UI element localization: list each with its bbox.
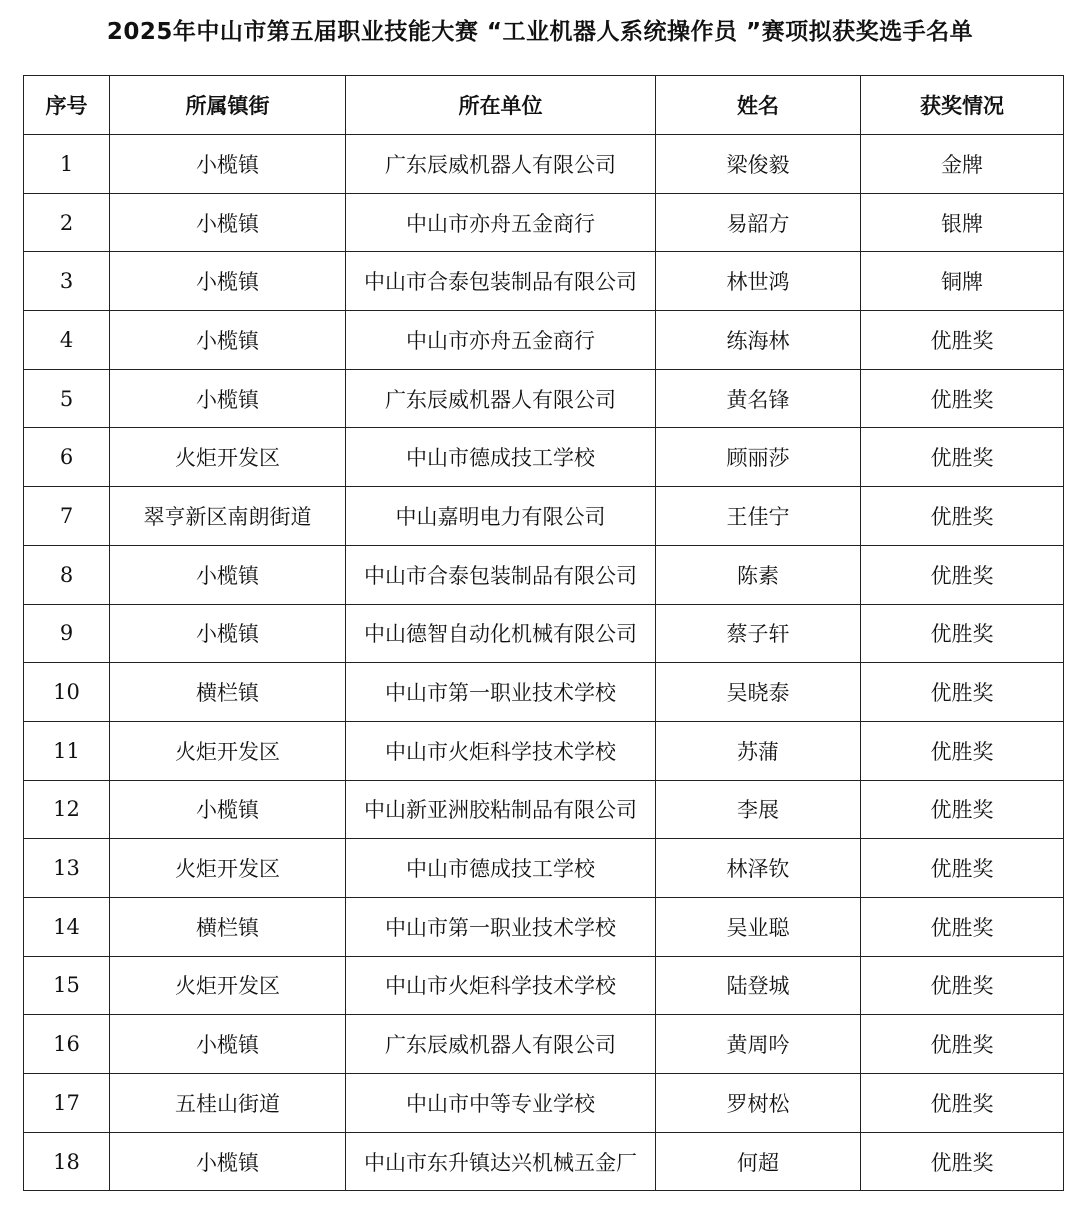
table-row xyxy=(24,252,1064,311)
table-row xyxy=(24,487,1064,546)
award-cell: 优胜奖 xyxy=(861,956,1064,1015)
town-street-cell: 火炬开发区 xyxy=(110,956,346,1015)
table-row xyxy=(24,721,1064,780)
organization-cell: 广东辰威机器人有限公司 xyxy=(346,135,656,194)
award-cell: 金牌 xyxy=(861,135,1064,194)
name-cell: 蔡子轩 xyxy=(656,604,861,663)
organization-cell: 中山市合泰包装制品有限公司 xyxy=(346,545,656,604)
organization-cell: 中山新亚洲胶粘制品有限公司 xyxy=(346,780,656,839)
award-cell: 优胜奖 xyxy=(861,428,1064,487)
name-cell: 林世鸿 xyxy=(656,252,861,311)
serial-number-cell: 3 xyxy=(24,252,110,311)
serial-number-cell: 12 xyxy=(24,780,110,839)
name-cell: 梁俊毅 xyxy=(656,135,861,194)
table-row xyxy=(24,780,1064,839)
town-street-cell: 小榄镇 xyxy=(110,135,346,194)
organization-cell: 中山市德成技工学校 xyxy=(346,428,656,487)
table-body xyxy=(24,135,1064,1191)
name-cell: 顾丽莎 xyxy=(656,428,861,487)
organization-cell: 中山市中等专业学校 xyxy=(346,1074,656,1133)
header-organization: 所在单位 xyxy=(346,76,656,135)
name-cell: 李展 xyxy=(656,780,861,839)
award-cell: 优胜奖 xyxy=(861,1132,1064,1191)
town-street-cell: 小榄镇 xyxy=(110,545,346,604)
table-row xyxy=(24,545,1064,604)
award-cell: 优胜奖 xyxy=(861,897,1064,956)
award-cell: 铜牌 xyxy=(861,252,1064,311)
serial-number-cell: 17 xyxy=(24,1074,110,1133)
organization-cell: 中山市第一职业技术学校 xyxy=(346,663,656,722)
serial-number-cell: 13 xyxy=(24,839,110,898)
organization-cell: 中山市德成技工学校 xyxy=(346,839,656,898)
table-row xyxy=(24,428,1064,487)
name-cell: 林泽钦 xyxy=(656,839,861,898)
winners-table xyxy=(23,75,1064,1191)
town-street-cell: 五桂山街道 xyxy=(110,1074,346,1133)
town-street-cell: 小榄镇 xyxy=(110,1015,346,1074)
organization-cell: 中山市亦舟五金商行 xyxy=(346,193,656,252)
name-cell: 陈素 xyxy=(656,545,861,604)
table-row xyxy=(24,311,1064,370)
organization-cell: 中山市亦舟五金商行 xyxy=(346,311,656,370)
award-cell: 优胜奖 xyxy=(861,780,1064,839)
header-town-street: 所属镇街 xyxy=(110,76,346,135)
town-street-cell: 小榄镇 xyxy=(110,1132,346,1191)
organization-cell: 中山市火炬科学技术学校 xyxy=(346,721,656,780)
award-cell: 优胜奖 xyxy=(861,487,1064,546)
organization-cell: 中山市东升镇达兴机械五金厂 xyxy=(346,1132,656,1191)
organization-cell: 广东辰威机器人有限公司 xyxy=(346,1015,656,1074)
header-name: 姓名 xyxy=(656,76,861,135)
serial-number-cell: 16 xyxy=(24,1015,110,1074)
serial-number-cell: 18 xyxy=(24,1132,110,1191)
table-row xyxy=(24,1074,1064,1133)
name-cell: 易韶方 xyxy=(656,193,861,252)
town-street-cell: 小榄镇 xyxy=(110,369,346,428)
name-cell: 黄名锋 xyxy=(656,369,861,428)
table-row xyxy=(24,663,1064,722)
organization-cell: 中山市合泰包装制品有限公司 xyxy=(346,252,656,311)
organization-cell: 中山德智自动化机械有限公司 xyxy=(346,604,656,663)
table-row xyxy=(24,839,1064,898)
serial-number-cell: 9 xyxy=(24,604,110,663)
award-cell: 优胜奖 xyxy=(861,1015,1064,1074)
organization-cell: 中山嘉明电力有限公司 xyxy=(346,487,656,546)
town-street-cell: 小榄镇 xyxy=(110,311,346,370)
name-cell: 练海林 xyxy=(656,311,861,370)
award-cell: 优胜奖 xyxy=(861,369,1064,428)
table-row xyxy=(24,135,1064,194)
name-cell: 黄周吟 xyxy=(656,1015,861,1074)
table-row xyxy=(24,604,1064,663)
name-cell: 王佳宁 xyxy=(656,487,861,546)
town-street-cell: 横栏镇 xyxy=(110,663,346,722)
award-cell: 银牌 xyxy=(861,193,1064,252)
serial-number-cell: 7 xyxy=(24,487,110,546)
table-row xyxy=(24,1015,1064,1074)
town-street-cell: 翠亨新区南朗街道 xyxy=(110,487,346,546)
table-row xyxy=(24,369,1064,428)
serial-number-cell: 10 xyxy=(24,663,110,722)
organization-cell: 中山市第一职业技术学校 xyxy=(346,897,656,956)
table-header-row xyxy=(24,76,1064,135)
page-title: 2025年中山市第五届职业技能大赛 “工业机器人系统操作员 ”赛项拟获奖选手名单 xyxy=(106,19,974,45)
award-cell: 优胜奖 xyxy=(861,604,1064,663)
table-row xyxy=(24,1132,1064,1191)
serial-number-cell: 2 xyxy=(24,193,110,252)
town-street-cell: 小榄镇 xyxy=(110,604,346,663)
serial-number-cell: 5 xyxy=(24,369,110,428)
serial-number-cell: 6 xyxy=(24,428,110,487)
name-cell: 陆登城 xyxy=(656,956,861,1015)
town-street-cell: 火炬开发区 xyxy=(110,721,346,780)
serial-number-cell: 1 xyxy=(24,135,110,194)
award-cell: 优胜奖 xyxy=(861,311,1064,370)
award-cell: 优胜奖 xyxy=(861,839,1064,898)
serial-number-cell: 8 xyxy=(24,545,110,604)
name-cell: 吴晓泰 xyxy=(656,663,861,722)
town-street-cell: 小榄镇 xyxy=(110,252,346,311)
table-row xyxy=(24,897,1064,956)
town-street-cell: 火炬开发区 xyxy=(110,839,346,898)
organization-cell: 中山市火炬科学技术学校 xyxy=(346,956,656,1015)
town-street-cell: 小榄镇 xyxy=(110,780,346,839)
town-street-cell: 横栏镇 xyxy=(110,897,346,956)
award-cell: 优胜奖 xyxy=(861,1074,1064,1133)
award-cell: 优胜奖 xyxy=(861,721,1064,780)
name-cell: 何超 xyxy=(656,1132,861,1191)
organization-cell: 广东辰威机器人有限公司 xyxy=(346,369,656,428)
serial-number-cell: 14 xyxy=(24,897,110,956)
name-cell: 吴业聪 xyxy=(656,897,861,956)
serial-number-cell: 11 xyxy=(24,721,110,780)
serial-number-cell: 4 xyxy=(24,311,110,370)
town-street-cell: 火炬开发区 xyxy=(110,428,346,487)
town-street-cell: 小榄镇 xyxy=(110,193,346,252)
table-row xyxy=(24,956,1064,1015)
table-row xyxy=(24,193,1064,252)
name-cell: 罗树松 xyxy=(656,1074,861,1133)
award-cell: 优胜奖 xyxy=(861,663,1064,722)
header-award: 获奖情况 xyxy=(861,76,1064,135)
award-cell: 优胜奖 xyxy=(861,545,1064,604)
header-serial-number: 序号 xyxy=(24,76,110,135)
serial-number-cell: 15 xyxy=(24,956,110,1015)
name-cell: 苏蒲 xyxy=(656,721,861,780)
